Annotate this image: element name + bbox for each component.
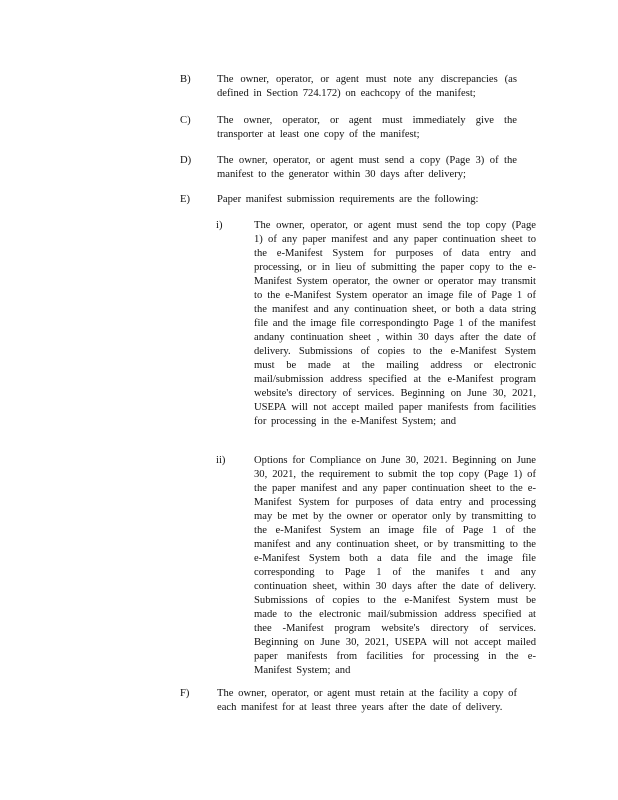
paragraph-text: The owner, operator, or agent must retain at the facility a copy of each manifest for at least three years after the date of delivery. bbox=[217, 688, 517, 713]
paragraph-label: E) bbox=[180, 194, 190, 205]
paragraph-e bbox=[180, 193, 540, 209]
paragraph-label: C) bbox=[180, 115, 191, 126]
paragraph-text: The owner, operator, or agent must note any discrepancies (as defined in Section 724.172) on eachcopy of the manifest; bbox=[217, 74, 517, 99]
subparagraph-text: The owner, operator, or agent must send the top copy (Page 1) of any paper manifest and any paper continuation sheet to the e-Manifest System for purposes of data entry and processing, or in lieu of submitting the paper copy to the e-Manifest System operator, the owner or operator may transmit to the e-Manifest System operator an image file of Page 1 of the manifest and any continuation sheet, or both a data string file and the image file correspondingto Page 1 of the manifest andany continuation sheet , within 30 days after the date of delivery. Submissions of copies to the e-Manifest System must be made at the mailing address or electronic mail/submission address specified at the e-Manifest program website's directory of services. Beginning on June 30, 2021, USEPA will not accept mailed paper manifests from facilities for processing in the e-Manifest System; and bbox=[254, 220, 536, 427]
paragraph-label: B) bbox=[180, 74, 191, 85]
subparagraph-text: Options for Compliance on June 30, 2021. Beginning on June 30, 2021, the requirement to submit the top copy (Page 1) of the paper manifest and any paper continuation sheet to the e-Manifest System for purposes of data entry and processing may be met by the owner or operator only by transmitting to the e-Manifest System an image file of Page 1 of the manifest and any continuation sheet, or by transmitting to the e-Manifest System both a data file and the image file corresponding to Page 1 of the manifes t and any continuation sheet, within 30 days after the date of delivery. Submissions of copies to the e-Manifest System must be made to the electronic mail/submission address specified at thee -Manifest program website's directory of services. Beginning on June 30, 2021, USEPA will not accept mailed paper manifests from facilities for processing in the e-Manifest System; and bbox=[254, 455, 536, 676]
paragraph-label: F) bbox=[180, 688, 190, 699]
subparagraph-i bbox=[216, 219, 536, 444]
subparagraph-label: ii) bbox=[216, 455, 226, 466]
paragraph-text: Paper manifest submission requirements are the following: bbox=[217, 194, 479, 205]
subparagraph-label: i) bbox=[216, 220, 223, 231]
paragraph-f bbox=[180, 687, 540, 717]
paragraph-text: The owner, operator, or agent must immediately give the transporter at least one copy of the manifest; bbox=[217, 115, 517, 140]
paragraph-text: The owner, operator, or agent must send a copy (Page 3) of the manifest to the generator within 30 days after delivery; bbox=[217, 155, 517, 180]
paragraph-d bbox=[180, 154, 540, 184]
subparagraph-ii bbox=[216, 454, 536, 679]
paragraph-c bbox=[180, 114, 540, 144]
paragraph-b bbox=[180, 73, 540, 103]
paragraph-label: D) bbox=[180, 155, 192, 166]
